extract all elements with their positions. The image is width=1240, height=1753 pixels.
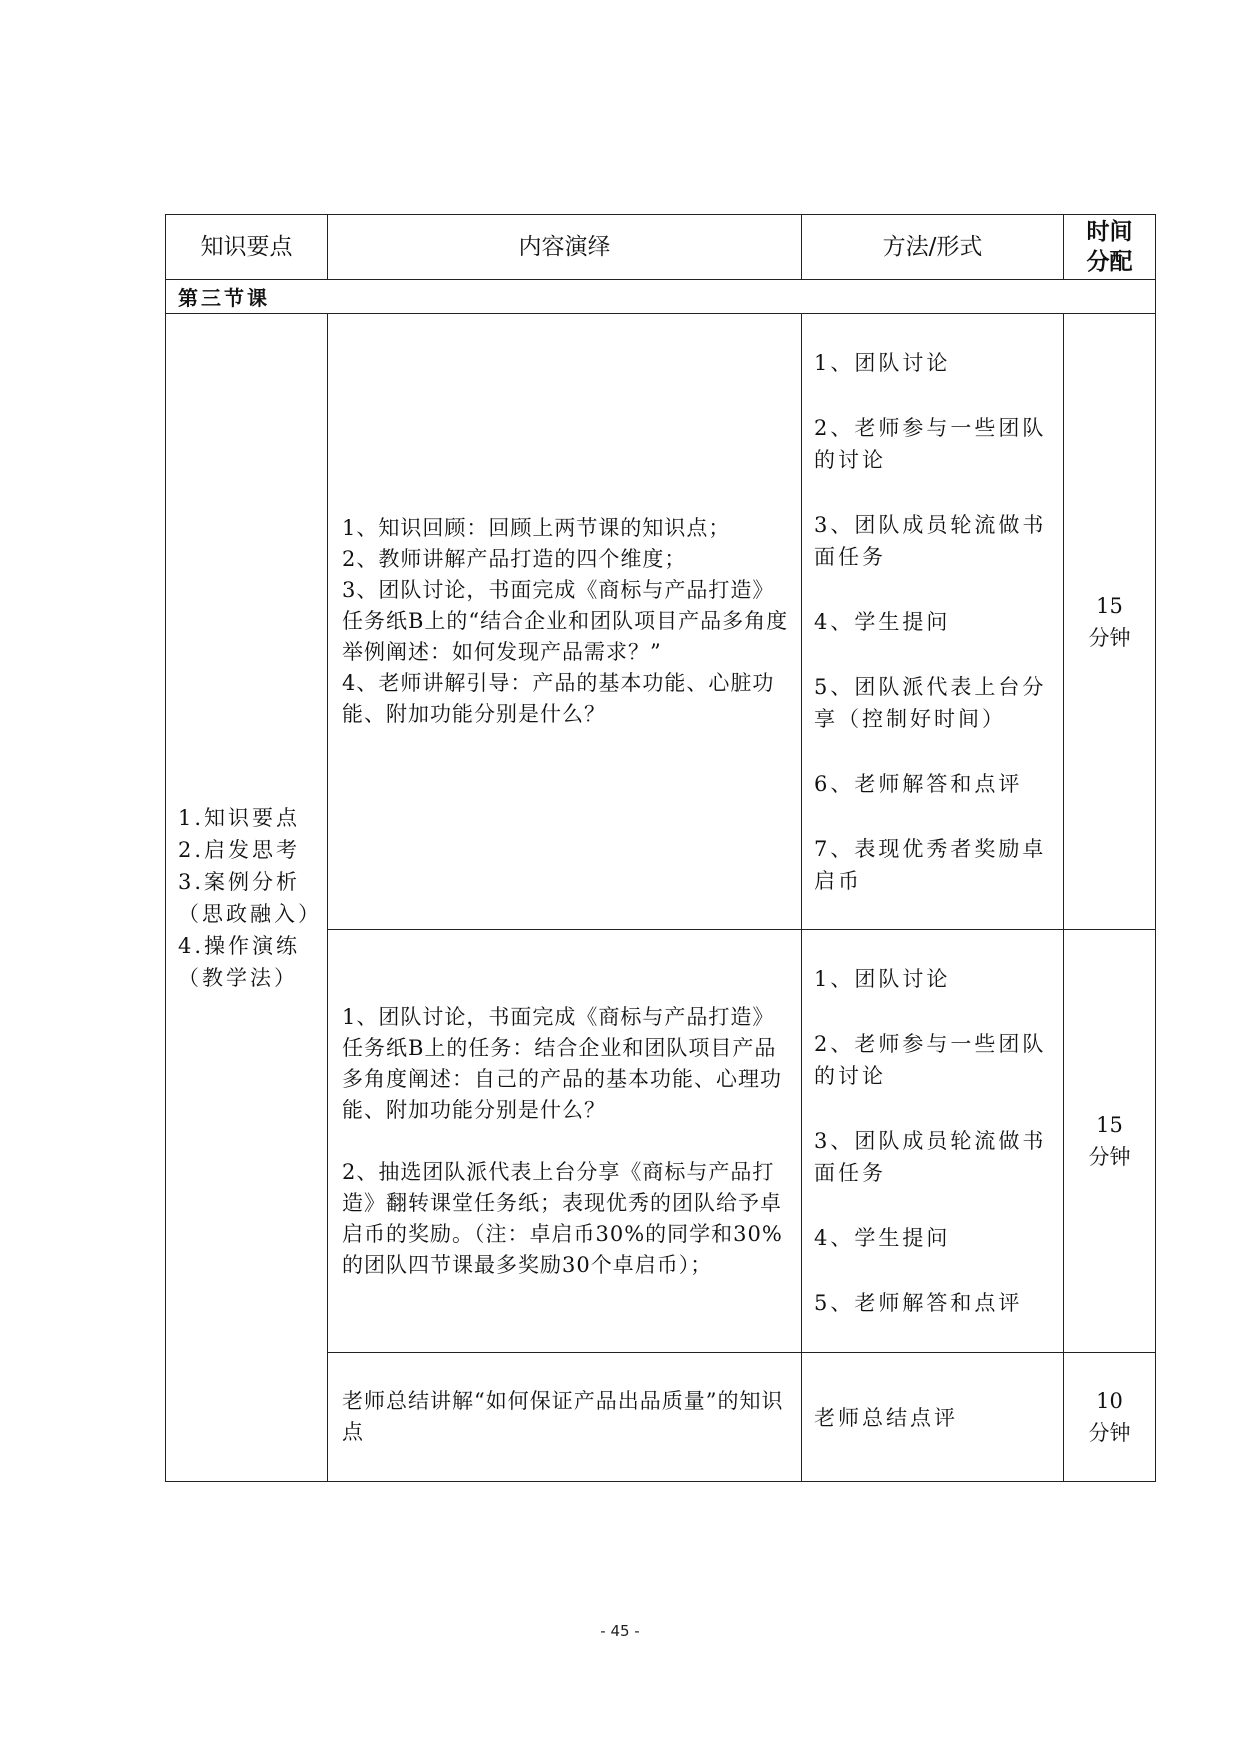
- point-item: 3.案例分析: [178, 869, 301, 894]
- content-cell: [328, 930, 802, 1353]
- time-cell: [1064, 1353, 1156, 1482]
- header-time-line2: 分配: [1086, 249, 1133, 275]
- point-item: （教学法）: [178, 965, 298, 990]
- header-time-line1: 时间: [1086, 219, 1133, 245]
- content-paragraph: 4、老师讲解引导：产品的基本功能、心脏功能、附加功能分别是什么？: [342, 671, 775, 726]
- header-row: [166, 215, 1156, 280]
- content-cell: [328, 1353, 802, 1482]
- method-item: 3、团队成员轮流做书面任务: [814, 512, 1047, 569]
- point-item: 1.知识要点: [178, 805, 301, 830]
- knowledge-points-cell: [166, 314, 328, 1482]
- header-time: [1064, 215, 1156, 280]
- header-method: 方法/形式: [802, 215, 1064, 280]
- content-paragraph: 1、团队讨论，书面完成《商标与产品打造》任务纸B上的任务：结合企业和团队项目产品多角度阐述：自己的产品的基本功能、心理功能、附加功能分别是什么？: [342, 1004, 782, 1122]
- method-cell: 老师总结点评: [802, 1353, 1064, 1482]
- time-cell: [1064, 314, 1156, 930]
- method-cell: [802, 314, 1064, 930]
- page-number: - 45 -: [600, 1622, 640, 1640]
- method-item: 1、团队讨论: [814, 967, 951, 991]
- content-paragraph: 2、教师讲解产品打造的四个维度；: [342, 547, 687, 571]
- time-value: 15: [1096, 1113, 1123, 1137]
- method-item: 2、老师参与一些团队的讨论: [814, 415, 1047, 472]
- method-cell: [802, 930, 1064, 1353]
- method-item: 4、学生提问: [814, 609, 951, 634]
- section-title: 第三节课: [166, 280, 1156, 314]
- content-paragraph: 1、知识回顾：回顾上两节课的知识点；: [342, 516, 731, 540]
- time-value: 10: [1096, 1389, 1123, 1413]
- method-item: 4、学生提问: [814, 1226, 951, 1250]
- point-item: 4.操作演练: [178, 933, 301, 958]
- time-unit: 分钟: [1088, 625, 1131, 650]
- header-content: 内容演绎: [328, 215, 802, 280]
- header-points: 知识要点: [166, 215, 328, 280]
- lesson-plan-table: [165, 214, 1156, 1482]
- time-cell: [1064, 930, 1156, 1353]
- method-item: 6、老师解答和点评: [814, 771, 1023, 796]
- time-value: 15: [1096, 593, 1123, 618]
- method-item: 5、团队派代表上台分享（控制好时间）: [814, 674, 1047, 731]
- table-row: [166, 314, 1156, 930]
- method-item: 3、团队成员轮流做书面任务: [814, 1129, 1047, 1185]
- content-paragraph: 2、抽选团队派代表上台分享《商标与产品打造》翻转课堂任务纸；表现优秀的团队给予卓启币的奖励。（注：卓启币30%的同学和30%的团队四节课最多奖励30个卓启币）；: [342, 1159, 783, 1277]
- section-row: [166, 280, 1156, 314]
- content-paragraph: 老师总结讲解“如何保证产品出品质量”的知识点: [342, 1389, 784, 1444]
- point-item: （思政融入）: [178, 901, 322, 926]
- method-item: 1、团队讨论: [814, 350, 951, 375]
- method-item: 5、老师解答和点评: [814, 1291, 1023, 1315]
- time-unit: 分钟: [1088, 1145, 1131, 1169]
- method-item: 2、老师参与一些团队的讨论: [814, 1032, 1047, 1088]
- method-item: 7、表现优秀者奖励卓启币: [814, 836, 1047, 893]
- point-item: 2.启发思考: [178, 837, 301, 862]
- time-unit: 分钟: [1088, 1421, 1131, 1445]
- content-cell: [328, 314, 802, 930]
- content-paragraph: 3、团队讨论，书面完成《商标与产品打造》任务纸B上的“结合企业和团队项目产品多角度举例阐述：如何发现产品需求？”: [342, 578, 789, 664]
